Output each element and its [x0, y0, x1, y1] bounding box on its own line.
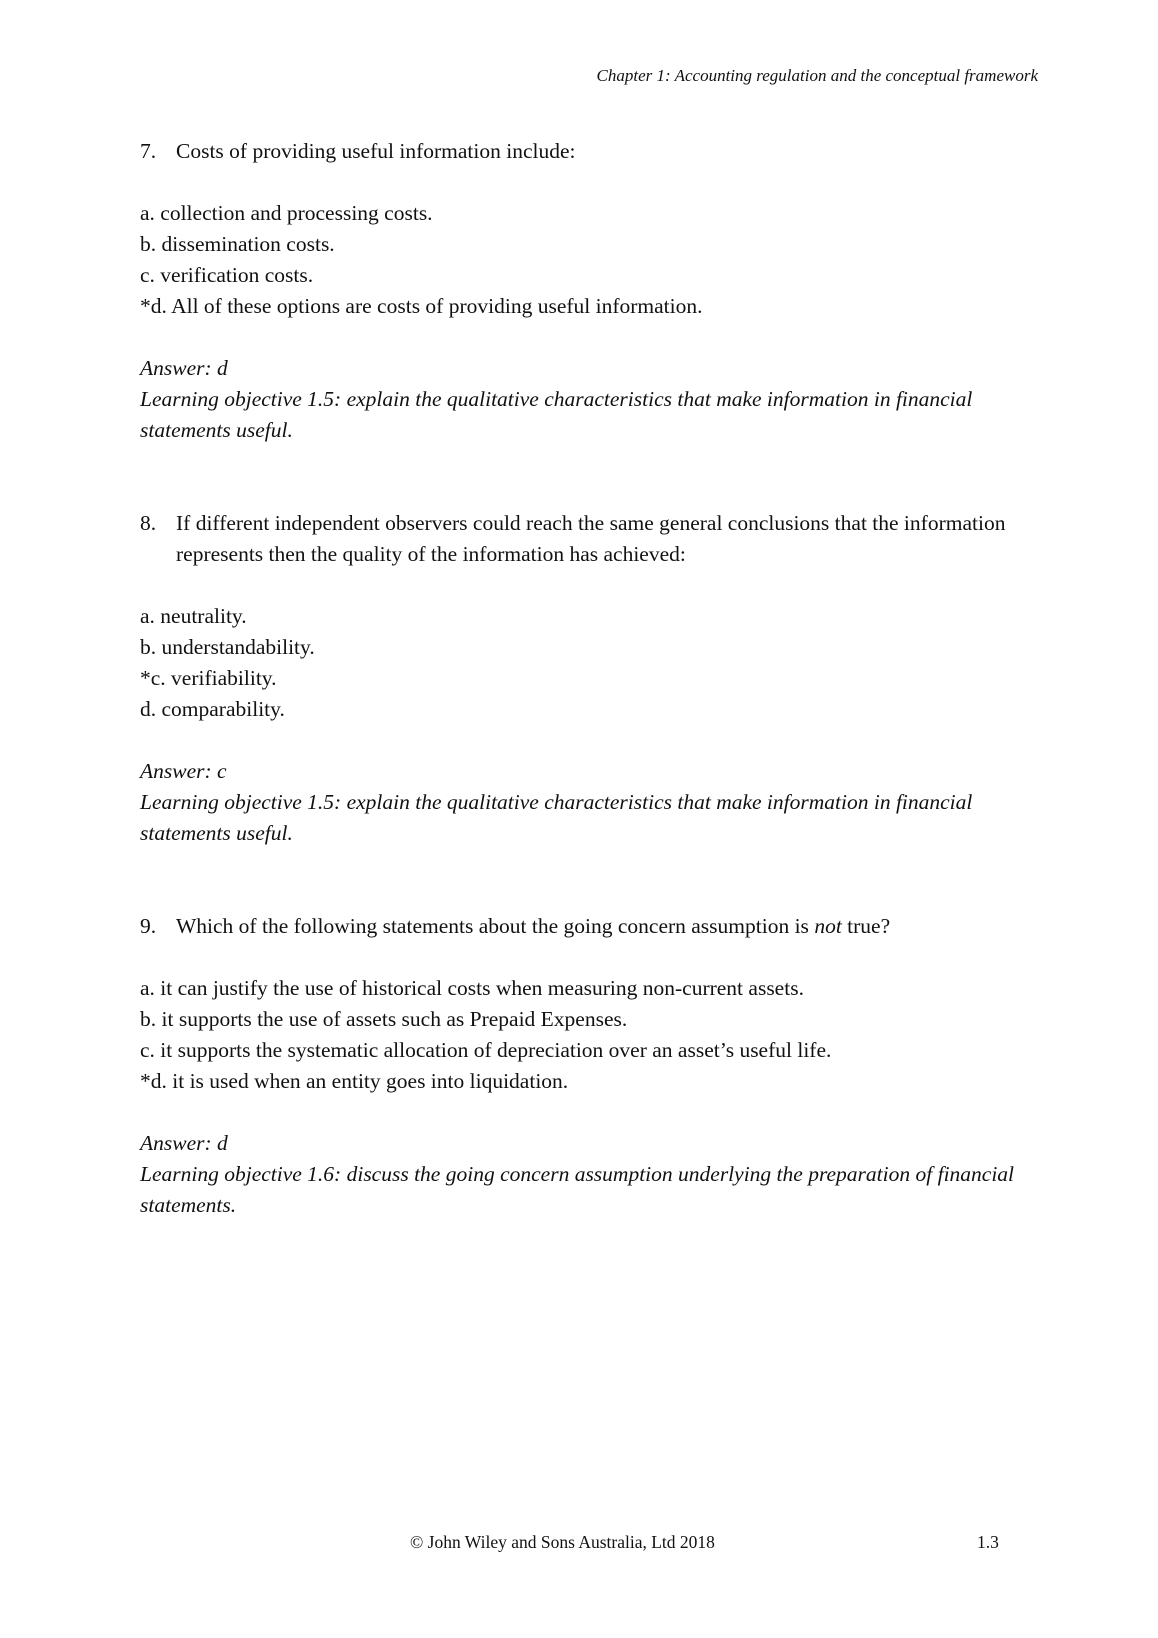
- answer-key: Answer: c: [140, 759, 227, 783]
- option-b: b. dissemination costs.: [140, 232, 335, 256]
- copyright-notice: © John Wiley and Sons Australia, Ltd 2018: [410, 1532, 715, 1552]
- option-b: b. it supports the use of assets such as Prepaid Expenses.: [140, 1007, 628, 1031]
- question-number: 9.: [140, 914, 157, 938]
- option-a: a. it can justify the use of historical costs when measuring non-current assets.: [140, 976, 804, 1000]
- answer-block: [140, 756, 1020, 849]
- page-number: 1.3: [977, 1532, 999, 1552]
- option-d: d. comparability.: [140, 697, 285, 721]
- option-b: b. understandability.: [140, 635, 315, 659]
- answer-key: Answer: d: [140, 1131, 228, 1155]
- question-list: [140, 136, 1020, 1221]
- learning-objective: Learning objective 1.5: explain the qualitative characteristics that make information in financial statements useful.: [140, 790, 973, 845]
- option-d: *d. All of these options are costs of providing useful information.: [140, 294, 703, 318]
- option-c: *c. verifiability.: [140, 666, 277, 690]
- option-c: c. it supports the systematic allocation of depreciation over an asset’s useful life.: [140, 1038, 832, 1062]
- question-stem: [140, 911, 1020, 942]
- option-c: c. verification costs.: [140, 263, 314, 287]
- learning-objective: Learning objective 1.6: discuss the going concern assumption underlying the preparation of financial statements.: [140, 1162, 1015, 1217]
- question-text: Which of the following statements about the going concern assumption is: [176, 914, 815, 938]
- question-text: Costs of providing useful information include:: [176, 139, 576, 163]
- answer-block: [140, 1128, 1020, 1221]
- question-text-end: true?: [841, 914, 891, 938]
- option-a: a. collection and processing costs.: [140, 201, 433, 225]
- question-9: [140, 911, 1020, 1221]
- question-7: [140, 136, 1020, 446]
- option-list: [140, 601, 1020, 725]
- option-list: [140, 973, 1020, 1097]
- question-stem: [140, 136, 1020, 167]
- question-number: 7.: [140, 139, 157, 163]
- option-d: *d. it is used when an entity goes into liquidation.: [140, 1069, 569, 1093]
- question-8: [140, 508, 1020, 849]
- question-text: If different independent observers could reach the same general conclusions that the information represents then the quality of the information has achieved:: [176, 511, 1006, 566]
- option-list: [140, 198, 1020, 322]
- answer-key: Answer: d: [140, 356, 228, 380]
- question-text-emphasis: not: [814, 914, 842, 938]
- running-header: Chapter 1: Accounting regulation and the conceptual framework: [596, 66, 1038, 85]
- answer-block: [140, 353, 1020, 446]
- option-a: a. neutrality.: [140, 604, 247, 628]
- question-number: 8.: [140, 511, 157, 535]
- question-stem: [140, 508, 1020, 570]
- learning-objective: Learning objective 1.5: explain the qualitative characteristics that make information in financial statements useful.: [140, 387, 973, 442]
